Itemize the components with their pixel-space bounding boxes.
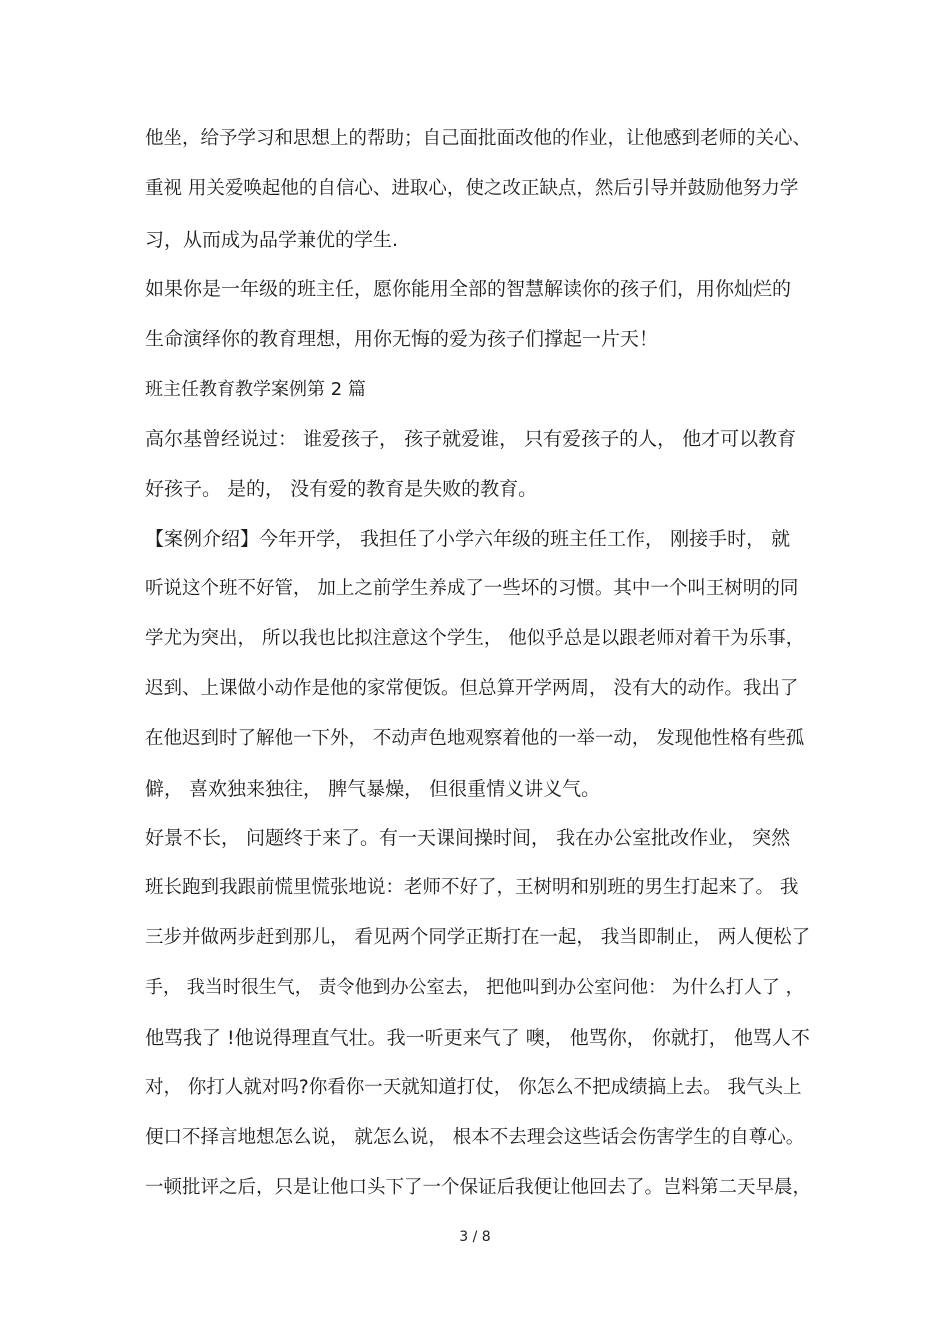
text-line: 班长跑到我跟前慌里慌张地说：老师不好了，王树明和别班的男生打起来了。 我 bbox=[145, 877, 799, 898]
text-line: 高尔基曾经说过： 谁爱孩子， 孩子就爱谁， 只有爱孩子的人， 他才可以教育 bbox=[145, 428, 797, 450]
text-line: 重视 用关爱唤起他的自信心、进取心，使之改正缺点，然后引导并鼓励他努力学 bbox=[145, 178, 799, 199]
text-line: 好孩子。 是的， 没有爱的教育是失败的教育。 bbox=[145, 478, 538, 500]
text-line: 如果你是一年级的班主任，愿你能用全部的智慧解读你的孩子们，用你灿烂的 bbox=[145, 278, 792, 300]
text-line: 生命演绎你的教育理想，用你无悔的爱为孩子们撑起一片天！ bbox=[145, 328, 659, 350]
text-line: 手， 我当时很生气， 责令他到办公室去， 把他叫到办公室问他： 为什么打人了 ， bbox=[145, 977, 804, 998]
text-line: 听说这个班不好管， 加上之前学生养成了一些坏的习惯。其中一个叫王树明的同 bbox=[145, 578, 799, 599]
text-line: 学尤为突出， 所以我也比拟注意这个学生， 他似乎总是以跟老师对着干为乐事， bbox=[145, 628, 805, 649]
text-line: 三步并做两步赶到那儿， 看见两个同学正斯打在一起， 我当即制止， 两人便松了 bbox=[145, 927, 811, 948]
text-line: 便口不择言地想怎么说， 就怎么说， 根本不去理会这些话会伤害学生的自尊心。 bbox=[145, 1127, 805, 1148]
page-number: 3 / 8 bbox=[459, 1229, 491, 1245]
text-line: 他坐，给予学习和思想上的帮助；自己面批面改他的作业，让他感到老师的关心、 bbox=[145, 128, 812, 149]
text-line: 【案例介绍】今年开学， 我担任了小学六年级的班主任工作， 刚接手时， 就 bbox=[145, 528, 791, 550]
text-line: 习，从而成为品学兼优的学生. bbox=[145, 229, 399, 251]
text-line: 在他迟到时了解他一下外， 不动声色地观察着他的一举一动， 发现他性格有些孤 bbox=[145, 728, 805, 749]
text-line: 一顿批评之后，只是让他口头下了一个保证后我便让他回去了。岂料第二天早晨， bbox=[145, 1177, 812, 1198]
text-line: 他骂我了 !他说得理直气壮。我一听更来气了 噢， 他骂你， 你就打， 他骂人不 bbox=[145, 1027, 810, 1049]
text-line: 僻， 喜欢独来独往， 脾气暴燥， 但很重情义讲义气。 bbox=[145, 778, 601, 800]
text-line: 迟到、上课做小动作是他的家常便饭。但总算开学两周， 没有大的动作。我出了 bbox=[145, 678, 799, 699]
text-line: 好景不长， 问题终于来了。有一天课间操时间， 我在办公室批改作业， 突然 bbox=[145, 827, 791, 849]
text-line: 对， 你打人就对吗?你看你一天就知道打仗， 你怎么不把成绩搞上去。 我气头上 bbox=[145, 1077, 802, 1098]
section-heading: 班主任教育教学案例第 2 篇 bbox=[145, 379, 366, 400]
